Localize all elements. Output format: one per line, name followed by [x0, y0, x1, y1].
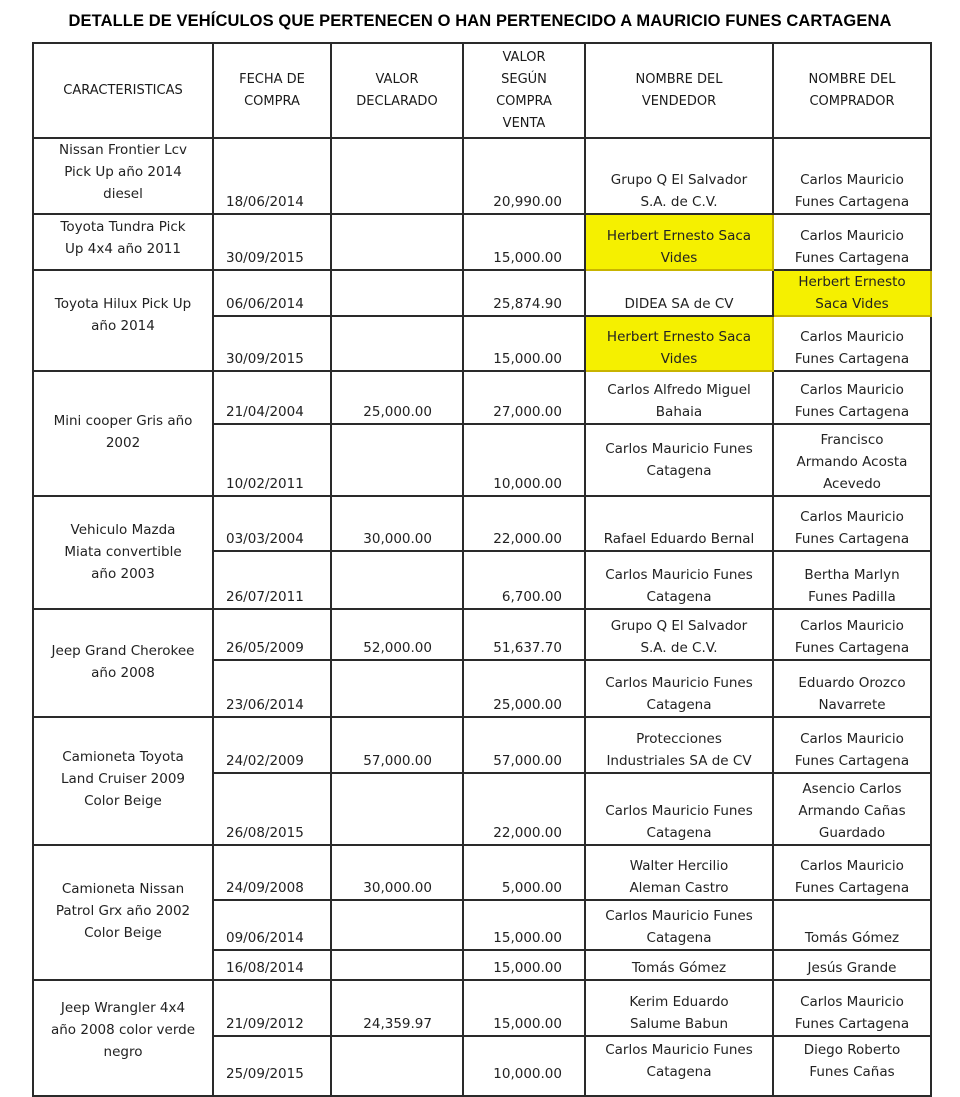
sale-value: 15,000.00 — [463, 900, 585, 950]
declared-value — [331, 138, 463, 214]
declared-value — [331, 270, 463, 316]
purchase-date: 30/09/2015 — [213, 316, 331, 371]
buyer-name: Eduardo Orozco Navarrete — [773, 660, 931, 717]
seller-name: Carlos Alfredo Miguel Bahaia — [585, 371, 773, 424]
table-row — [33, 270, 931, 316]
purchase-date: 30/09/2015 — [213, 214, 331, 270]
seller-name: Kerim Eduardo Salume Babun — [585, 980, 773, 1036]
buyer-name: Asencio Carlos Armando Cañas Guardado — [773, 773, 931, 845]
vehicle-description: Vehiculo Mazda Miata convertible año 2003 — [33, 496, 213, 609]
buyer-name: Carlos Mauricio Funes Cartagena — [773, 717, 931, 773]
sale-value: 15,000.00 — [463, 316, 585, 371]
declared-value: 25,000.00 — [331, 371, 463, 424]
purchase-date: 26/08/2015 — [213, 773, 331, 845]
sale-value: 15,000.00 — [463, 950, 585, 980]
table-row — [33, 980, 931, 1036]
purchase-date: 10/02/2011 — [213, 424, 331, 496]
buyer-name: Carlos Mauricio Funes Cartagena — [773, 496, 931, 551]
table-row — [33, 496, 931, 551]
buyer-name: Carlos Mauricio Funes Cartagena — [773, 214, 931, 270]
declared-value — [331, 773, 463, 845]
seller-name: Carlos Mauricio Funes Catagena — [585, 900, 773, 950]
sale-value: 22,000.00 — [463, 773, 585, 845]
buyer-name: Carlos Mauricio Funes Cartagena — [773, 980, 931, 1036]
buyer-name: Jesús Grande — [773, 950, 931, 980]
sale-value: 25,000.00 — [463, 660, 585, 717]
table-row — [33, 845, 931, 900]
purchase-date: 25/09/2015 — [213, 1036, 331, 1096]
seller-name: Tomás Gómez — [585, 950, 773, 980]
vehicle-table — [32, 42, 932, 1097]
sale-value: 10,000.00 — [463, 424, 585, 496]
declared-value — [331, 424, 463, 496]
purchase-date: 06/06/2014 — [213, 270, 331, 316]
declared-value — [331, 551, 463, 609]
header-vendedor: NOMBRE DEL VENDEDOR — [585, 43, 773, 138]
vehicle-description: Toyota Hilux Pick Up año 2014 — [33, 270, 213, 371]
sale-value: 10,000.00 — [463, 1036, 585, 1096]
declared-value — [331, 1036, 463, 1096]
buyer-name: Carlos Mauricio Funes Cartagena — [773, 316, 931, 371]
buyer-name: Diego Roberto Funes Cañas — [773, 1036, 931, 1096]
purchase-date: 24/02/2009 — [213, 717, 331, 773]
sale-value: 25,874.90 — [463, 270, 585, 316]
seller-name-highlighted: Herbert Ernesto Saca Vides — [585, 214, 773, 270]
sale-value: 27,000.00 — [463, 371, 585, 424]
header-caracteristicas: CARACTERISTICAS — [33, 43, 213, 138]
buyer-name: Carlos Mauricio Funes Cartagena — [773, 845, 931, 900]
table-row — [33, 717, 931, 773]
seller-name: Protecciones Industriales SA de CV — [585, 717, 773, 773]
seller-name: Carlos Mauricio Funes Catagena — [585, 660, 773, 717]
vehicle-description: Jeep Grand Cherokee año 2008 — [33, 609, 213, 717]
sale-value: 57,000.00 — [463, 717, 585, 773]
purchase-date: 09/06/2014 — [213, 900, 331, 950]
vehicle-description: Camioneta Toyota Land Cruiser 2009 Color Beige — [33, 717, 213, 845]
seller-name: Carlos Mauricio Funes Catagena — [585, 424, 773, 496]
buyer-name: Bertha Marlyn Funes Padilla — [773, 551, 931, 609]
vehicle-description: Toyota Tundra Pick Up 4x4 año 2011 — [33, 214, 213, 270]
declared-value — [331, 660, 463, 717]
header-valor-compra-venta: VALOR SEGÚN COMPRA VENTA — [463, 43, 585, 138]
document-title: DETALLE DE VEHÍCULOS QUE PERTENECEN O HAN PERTENECIDO A MAURICIO FUNES CARTAGENA — [68, 12, 892, 30]
vehicle-description: Camioneta Nissan Patrol Grx año 2002 Color Beige — [33, 845, 213, 980]
declared-value — [331, 316, 463, 371]
header-comprador: NOMBRE DEL COMPRADOR — [773, 43, 931, 138]
sale-value: 22,000.00 — [463, 496, 585, 551]
header-row — [33, 43, 931, 138]
purchase-date: 26/05/2009 — [213, 609, 331, 660]
sale-value: 15,000.00 — [463, 980, 585, 1036]
table-row — [33, 214, 931, 270]
purchase-date: 21/04/2004 — [213, 371, 331, 424]
seller-name: Rafael Eduardo Bernal — [585, 496, 773, 551]
purchase-date: 16/08/2014 — [213, 950, 331, 980]
purchase-date: 18/06/2014 — [213, 138, 331, 214]
seller-name: Carlos Mauricio Funes Catagena — [585, 551, 773, 609]
table-row — [33, 371, 931, 424]
sale-value: 51,637.70 — [463, 609, 585, 660]
purchase-date: 26/07/2011 — [213, 551, 331, 609]
header-valor-declarado: VALOR DECLARADO — [331, 43, 463, 138]
buyer-name-highlighted: Herbert Ernesto Saca Vides — [773, 270, 931, 316]
sale-value: 5,000.00 — [463, 845, 585, 900]
buyer-name: Carlos Mauricio Funes Cartagena — [773, 609, 931, 660]
purchase-date: 21/09/2012 — [213, 980, 331, 1036]
declared-value: 57,000.00 — [331, 717, 463, 773]
buyer-name: Carlos Mauricio Funes Cartagena — [773, 371, 931, 424]
vehicle-description: Mini cooper Gris año 2002 — [33, 371, 213, 496]
seller-name-highlighted: Herbert Ernesto Saca Vides — [585, 316, 773, 371]
purchase-date: 23/06/2014 — [213, 660, 331, 717]
declared-value: 24,359.97 — [331, 980, 463, 1036]
table-row — [33, 138, 931, 214]
sale-value: 20,990.00 — [463, 138, 585, 214]
declared-value: 30,000.00 — [331, 496, 463, 551]
declared-value — [331, 900, 463, 950]
seller-name: Grupo Q El Salvador S.A. de C.V. — [585, 138, 773, 214]
vehicle-description: Jeep Wrangler 4x4 año 2008 color verde negro — [33, 980, 213, 1096]
vehicle-description: Nissan Frontier Lcv Pick Up año 2014 diesel — [33, 138, 213, 214]
seller-name: Grupo Q El Salvador S.A. de C.V. — [585, 609, 773, 660]
declared-value — [331, 214, 463, 270]
seller-name: Carlos Mauricio Funes Catagena — [585, 773, 773, 845]
seller-name: DIDEA SA de CV — [585, 270, 773, 316]
buyer-name: Tomás Gómez — [773, 900, 931, 950]
declared-value: 52,000.00 — [331, 609, 463, 660]
purchase-date: 03/03/2004 — [213, 496, 331, 551]
declared-value: 30,000.00 — [331, 845, 463, 900]
sale-value: 6,700.00 — [463, 551, 585, 609]
seller-name: Carlos Mauricio Funes Catagena — [585, 1036, 773, 1096]
header-fecha-compra: FECHA DE COMPRA — [213, 43, 331, 138]
table-row — [33, 609, 931, 660]
seller-name: Walter Hercilio Aleman Castro — [585, 845, 773, 900]
purchase-date: 24/09/2008 — [213, 845, 331, 900]
buyer-name: Francisco Armando Acosta Acevedo — [773, 424, 931, 496]
buyer-name: Carlos Mauricio Funes Cartagena — [773, 138, 931, 214]
declared-value — [331, 950, 463, 980]
sale-value: 15,000.00 — [463, 214, 585, 270]
